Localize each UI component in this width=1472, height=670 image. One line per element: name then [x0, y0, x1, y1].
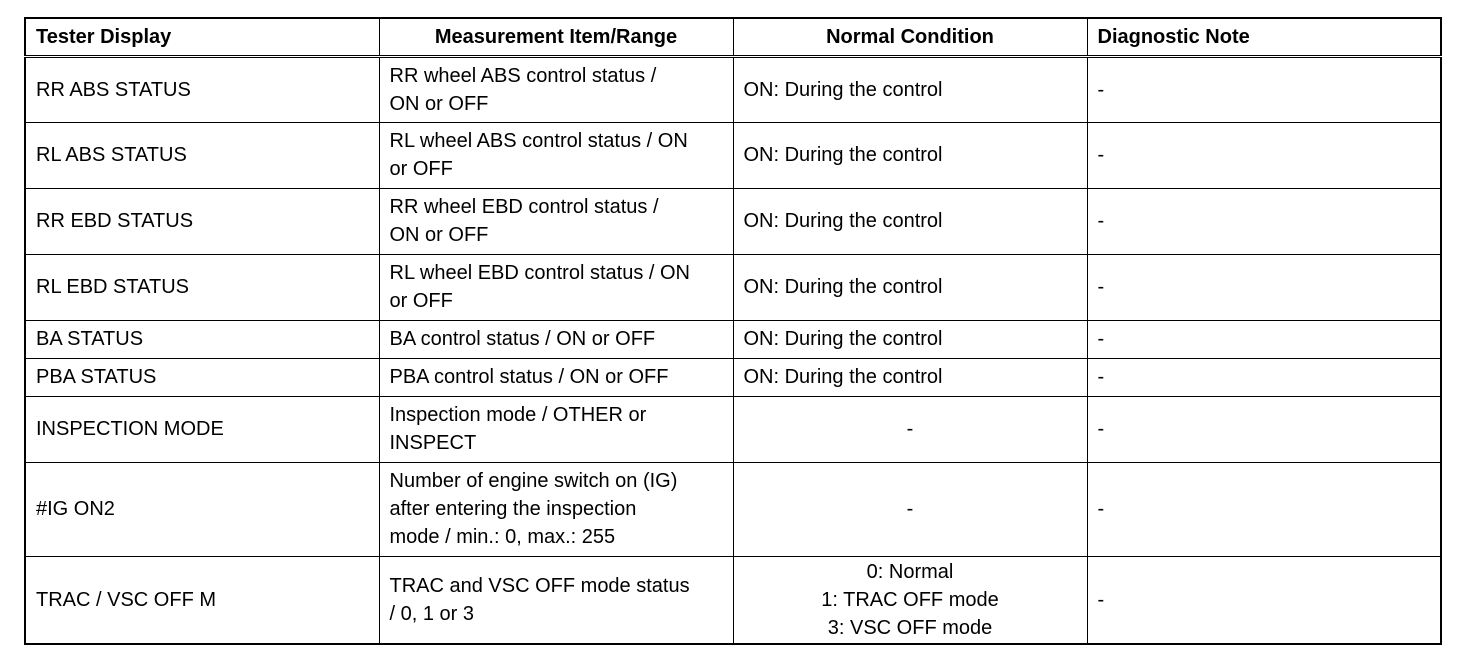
measurement-cell: BA control status / ON or OFF	[379, 320, 733, 358]
tester-display-cell: RL ABS STATUS	[25, 122, 379, 188]
measurement-cell: RR wheel ABS control status / ON or OFF	[379, 56, 733, 122]
normal-condition-cell: ON: During the control	[733, 122, 1087, 188]
diagnostic-note-cell: -	[1087, 122, 1441, 188]
measurement-cell: RR wheel EBD control status / ON or OFF	[379, 188, 733, 254]
normal-condition-cell: -	[733, 462, 1087, 556]
normal-condition-cell: ON: During the control	[733, 254, 1087, 320]
diagnostic-note-cell: -	[1087, 56, 1441, 122]
measurement-cell: Number of engine switch on (IG) after entering the inspection mode / min.: 0, max.: 255	[379, 462, 733, 556]
table-row	[25, 122, 1441, 188]
measurement-cell: Inspection mode / OTHER or INSPECT	[379, 396, 733, 462]
diagnostic-note-cell: -	[1087, 396, 1441, 462]
normal-condition-cell: ON: During the control	[733, 56, 1087, 122]
tester-display-cell: RR ABS STATUS	[25, 56, 379, 122]
header-tester-display: Tester Display	[25, 18, 379, 56]
tester-display-cell: RL EBD STATUS	[25, 254, 379, 320]
tester-display-cell: INSPECTION MODE	[25, 396, 379, 462]
table-row	[25, 396, 1441, 462]
table-row	[25, 358, 1441, 396]
table-row	[25, 56, 1441, 122]
header-diagnostic-note: Diagnostic Note	[1087, 18, 1441, 56]
measurement-cell: RL wheel ABS control status / ON or OFF	[379, 122, 733, 188]
table-row	[25, 254, 1441, 320]
diagnostic-note-cell: -	[1087, 462, 1441, 556]
measurement-cell: PBA control status / ON or OFF	[379, 358, 733, 396]
tester-display-cell: PBA STATUS	[25, 358, 379, 396]
normal-condition-cell: 0: Normal 1: TRAC OFF mode 3: VSC OFF mode	[733, 556, 1087, 644]
normal-condition-cell: ON: During the control	[733, 188, 1087, 254]
diagnostic-note-cell: -	[1087, 320, 1441, 358]
table-row	[25, 462, 1441, 556]
tester-display-cell: #IG ON2	[25, 462, 379, 556]
measurement-cell: RL wheel EBD control status / ON or OFF	[379, 254, 733, 320]
normal-condition-cell: -	[733, 396, 1087, 462]
table-row	[25, 188, 1441, 254]
header-normal-condition: Normal Condition	[733, 18, 1087, 56]
table-row	[25, 320, 1441, 358]
diagnostic-note-cell: -	[1087, 358, 1441, 396]
header-measurement-item-range: Measurement Item/Range	[379, 18, 733, 56]
table-header-row	[25, 18, 1441, 56]
diagnostic-data-table	[24, 17, 1442, 645]
tester-display-cell: TRAC / VSC OFF M	[25, 556, 379, 644]
diagnostic-note-cell: -	[1087, 254, 1441, 320]
normal-condition-cell: ON: During the control	[733, 358, 1087, 396]
diagnostic-note-cell: -	[1087, 556, 1441, 644]
table-row	[25, 556, 1441, 644]
diagnostic-note-cell: -	[1087, 188, 1441, 254]
measurement-cell: TRAC and VSC OFF mode status / 0, 1 or 3	[379, 556, 733, 644]
tester-display-cell: RR EBD STATUS	[25, 188, 379, 254]
normal-condition-cell: ON: During the control	[733, 320, 1087, 358]
tester-display-cell: BA STATUS	[25, 320, 379, 358]
